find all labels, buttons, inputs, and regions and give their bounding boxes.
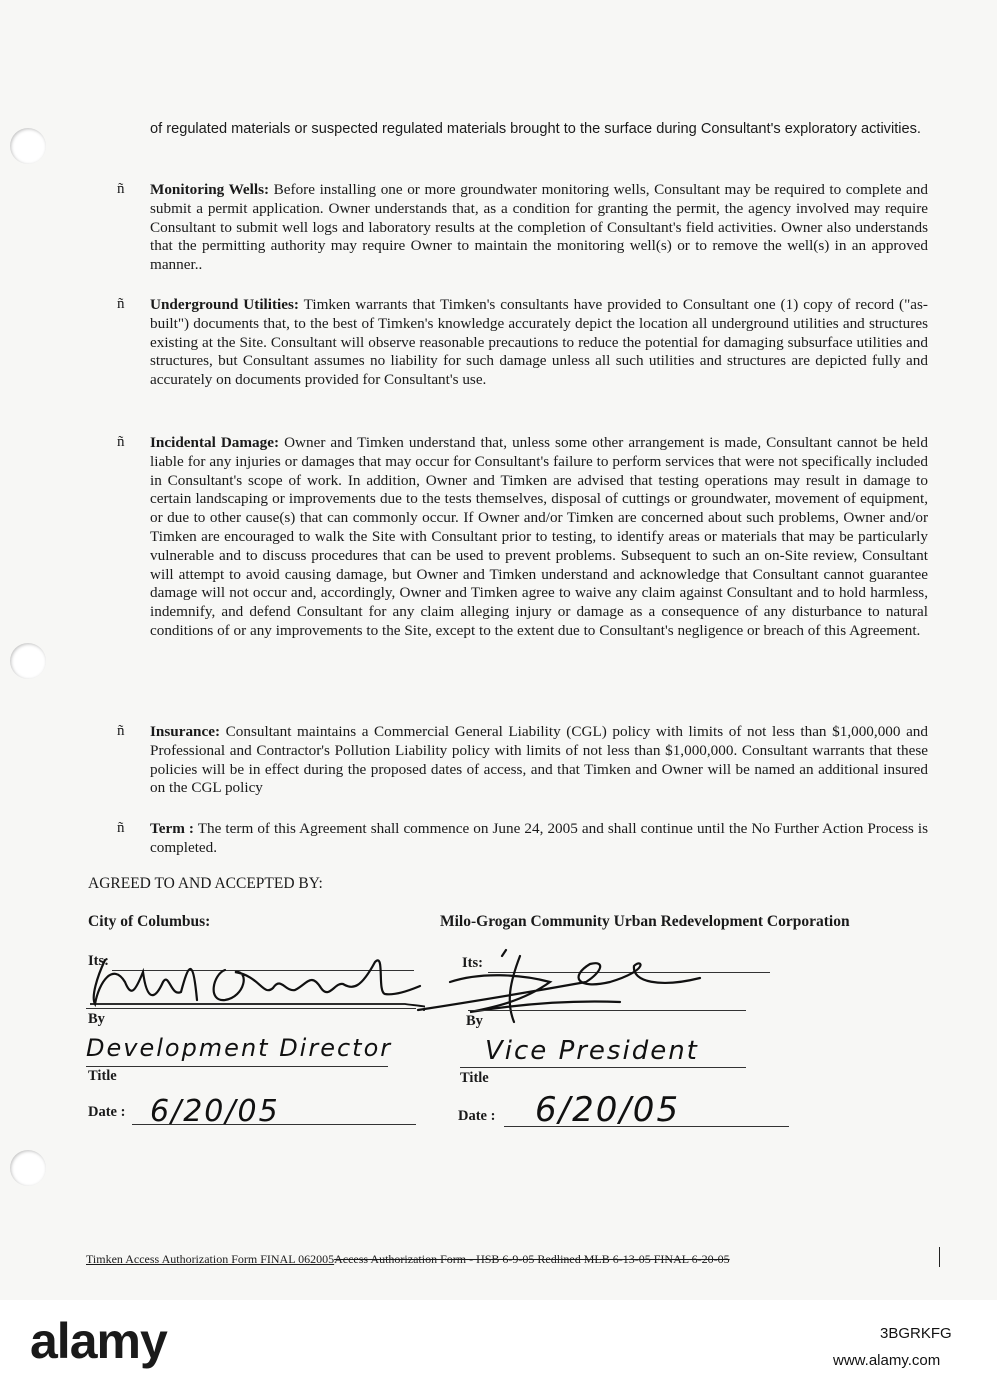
bullet-marker: ñ xyxy=(117,723,125,739)
right-title-handwritten: Vice President xyxy=(485,1036,699,1066)
right-title-label: Title xyxy=(460,1070,489,1086)
clause-body: Consultant maintains a Commercial General Liability (CGL) policy with limits of not less than $1,000,000 and Professional and Contractor's Pollution Liability policy with limits of not less than $1,000,000. Consultant warrants that these policies will be in effect during the proposed dates of access, and that Timken and Owner will be named an additional insured on the CGL policy xyxy=(150,723,928,797)
clause-heading: Incidental Damage: xyxy=(150,434,280,451)
clause-incidental-damage xyxy=(150,434,928,641)
right-date-line xyxy=(504,1126,789,1127)
right-date-label: Date : xyxy=(458,1108,496,1124)
clause-insurance xyxy=(150,723,928,798)
left-signature xyxy=(85,942,425,1022)
left-party-name: City of Columbus: xyxy=(88,913,211,930)
intro-paragraph: of regulated materials or suspected regulated materials brought to the surface during Consultant's exploratory activities. xyxy=(150,121,921,137)
left-by-label: By xyxy=(88,1011,105,1027)
footer-struck-history: Access Authorization Form - HSB 6-9-05 Redlined MLB 6-13-05 FINAL 6-20-05 xyxy=(334,1252,730,1266)
left-date-handwritten: 6/20/05 xyxy=(150,1094,280,1129)
right-its-label: Its: xyxy=(462,955,483,971)
punch-hole xyxy=(10,1150,46,1186)
left-its-label: Its: xyxy=(88,953,109,969)
right-by-line xyxy=(468,1010,746,1011)
bullet-marker: ñ xyxy=(117,820,125,836)
right-title-line xyxy=(460,1067,746,1068)
clause-body: The term of this Agreement shall commence on June 24, 2005 and shall continue until the No Further Action Process is completed. xyxy=(150,820,928,856)
footer-current-version: Timken Access Authorization Form FINAL 062005 xyxy=(86,1252,335,1266)
punch-hole xyxy=(10,128,46,164)
left-title-line xyxy=(86,1066,388,1067)
bullet-marker: ñ xyxy=(117,296,125,312)
document-footer xyxy=(86,1252,730,1267)
right-signature xyxy=(410,942,710,1032)
clause-body: Before installing one or more groundwater monitoring wells, Consultant may be required to complete and submit a permit application. Owner understands that, as a condition for granting the permit, the agency involved may require Consultant to submit well logs and laboratory results at the completion of Consultant's field activities. Owner also understands that the permitting authority may require Owner to maintain the monitoring well(s) or to remove the well(s) in an approved manner.. xyxy=(150,181,928,274)
clause-heading: Monitoring Wells: xyxy=(150,181,270,198)
right-date-handwritten: 6/20/05 xyxy=(535,1090,681,1130)
right-by-label: By xyxy=(466,1013,483,1029)
watermark-url: www.alamy.com xyxy=(833,1352,941,1369)
agreed-heading: AGREED TO AND ACCEPTED BY: xyxy=(88,875,323,892)
clause-heading: Underground Utilities: xyxy=(150,296,299,313)
left-date-label: Date : xyxy=(88,1104,126,1120)
right-party-name: Milo-Grogan Community Urban Redevelopment Corporation xyxy=(440,913,850,930)
clause-monitoring-wells xyxy=(150,181,928,275)
bullet-marker: ñ xyxy=(117,434,125,450)
left-by-line xyxy=(86,1008,416,1009)
watermark-image-id: 3BGRKFG xyxy=(880,1325,952,1342)
punch-hole xyxy=(10,643,46,679)
clause-term xyxy=(150,820,928,858)
clause-heading: Insurance: xyxy=(150,723,221,740)
revision-bar xyxy=(939,1247,940,1267)
left-date-line xyxy=(132,1124,416,1125)
clause-body: Owner and Timken understand that, unless some other arrangement is made, Consultant cannot be held liable for any injuries or damages that may occur for Consultant's failure to perform services that were not specifically included in Consultant's scope of work. In addition, Owner and Timken are advised that testing operations may result in damage to certain landscaping or improvements due to the tests themselves, disposal of cuttings or groundwater, movement of equipment, or due to other cause(s) that can commonly occur. If Owner and/or Timken are concerned about such problems, Owner and/or Timken are encouraged to walk the Site with Consultant prior to testing, to identify areas or materials that may be particularly vulnerable and to discuss procedures that can be used to prevent problems. Subsequent to such an on-Site review, Consultant will attempt to avoid causing damage, but Owner and Timken understand and acknowledge that Consultant cannot guarantee damage will not occur and, accordingly, Owner and Timken agree to waive any claim against Consultant and to hold harmless, indemnify, and defend Consultant for any claim alleging injury or damage as a consequence of any disturbance to natural conditions of or any improvements to the Site, except to the extent due to Consultant's negligence or breach of this Agreement. xyxy=(150,434,928,639)
clause-heading: Term : xyxy=(150,820,194,837)
clause-underground-utilities xyxy=(150,296,928,390)
left-title-handwritten: Development Director xyxy=(86,1034,393,1062)
left-title-label: Title xyxy=(88,1068,117,1084)
watermark-logo: alamy xyxy=(30,1313,167,1369)
bullet-marker: ñ xyxy=(117,181,125,197)
clause-body: Timken warrants that Timken's consultants have provided to Consultant one (1) copy of record ("as-built") documents that, to the best of Timken's knowledge accurately depict the location all underground utilities and structures existing at the Site. Consultant will observe reasonable precautions to reduce the potential for damaging subsurface utilities and structures, but Consultant assumes no liability for such damage unless all such utilities and structures are depicted fully and accurately on documents provided for Consultant's use. xyxy=(150,296,928,389)
